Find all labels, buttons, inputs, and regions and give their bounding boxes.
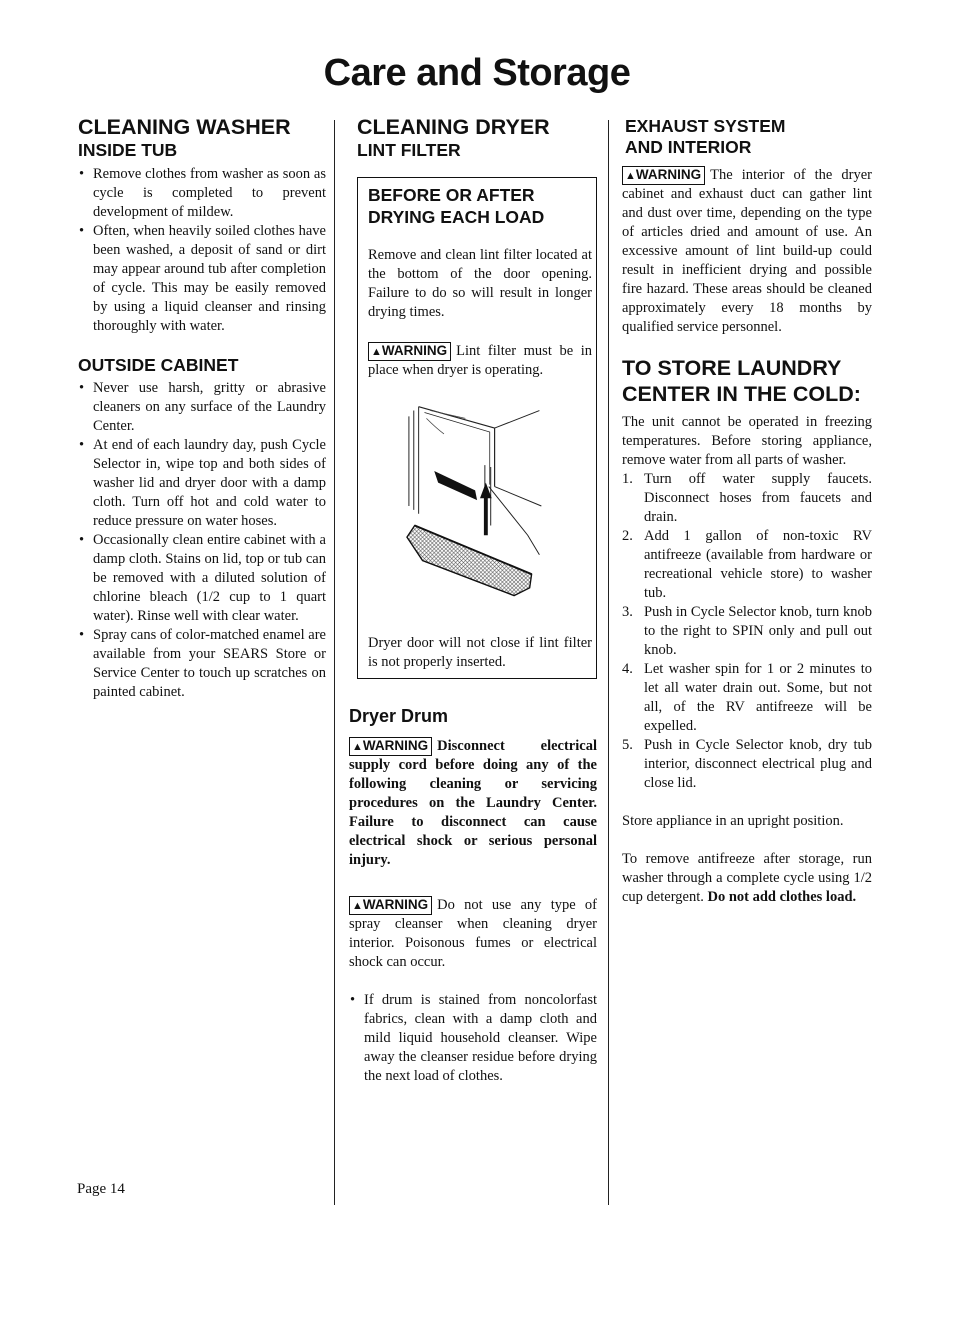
store-upright-note: Store appliance in an upright position. xyxy=(622,813,844,829)
list-item: • Occasionally clean entire cabinet with a damp cloth. Stains on lid, top or tub can be removed with a diluted solution of chlorine bleach (1/2 cup to 1 quart water). Rinse well with clear water. xyxy=(78,531,326,626)
cleaning-dryer-section xyxy=(349,116,597,1086)
list-item: • Remove clothes from washer as soon as cycle is completed to prevent development of mildew. xyxy=(78,165,326,222)
list-item: 2. Add 1 gallon of non-toxic RV antifreeze (available from hardware or recreational vehicle store) to washer tub. xyxy=(622,528,872,601)
page-number: Page 14 xyxy=(77,1181,125,1197)
dryer-drum-section xyxy=(349,705,597,1086)
warning-badge: ▲WARNING xyxy=(349,896,432,915)
warning-badge: ▲WARNING xyxy=(368,342,451,361)
exhaust-and-storage-section xyxy=(622,116,872,907)
column-divider xyxy=(608,120,609,1205)
store-steps xyxy=(622,470,872,793)
list-item: • Often, when heavily soiled clothes have been washed, a deposit of sand or dirt may appear around tub after completion of cycle. This may be easily removed by using a liquid cleanser and rinsing thoroughly with water. xyxy=(78,222,326,336)
dryer-drum-list xyxy=(349,991,597,1086)
box-heading: BEFORE OR AFTER DRYING EACH LOAD xyxy=(368,185,545,227)
page-title: Care and Storage xyxy=(323,52,631,94)
warning-triangle-icon: ▲ xyxy=(625,170,636,182)
cleaning-washer-section xyxy=(78,116,326,702)
warning-badge: ▲WARNING xyxy=(622,166,705,185)
subsection-heading: AND INTERIOR xyxy=(625,137,752,157)
dryer-drum-warning: ▲WARNING Do not use any type of spray cleanser when cleaning dryer interior. Poisonous fumes or electrical shock can occur. xyxy=(349,897,597,970)
subsection-heading: OUTSIDE CABINET xyxy=(78,355,239,375)
lint-filter-warning: ▲WARNING Lint filter must be in place when dryer is operating. xyxy=(368,343,592,378)
subsection-heading: INSIDE TUB xyxy=(78,140,178,160)
dryer-drum-warning: ▲WARNING Disconnect electrical supply cord before doing any of the following cleaning or servicing procedures on the Laundry Center. Failure to disconnect can cause electrical shock or serious personal injury. xyxy=(349,738,597,868)
subsection-heading: EXHAUST SYSTEM xyxy=(625,116,786,136)
section-heading: TO STORE LAUNDRY CENTER IN THE COLD: xyxy=(622,356,861,406)
lint-filter-box xyxy=(357,177,597,679)
lint-filter-text: Remove and clean lint filter located at the bottom of the door opening. Failure to do so will result in longer drying times. xyxy=(368,247,592,320)
outside-cabinet-list xyxy=(78,379,326,702)
list-item: 3. Push in Cycle Selector knob, turn knob to the right to SPIN only and pull out knob. xyxy=(622,604,872,658)
warning-badge: ▲WARNING xyxy=(349,737,432,756)
lint-filter-illustration xyxy=(368,386,592,626)
column-divider xyxy=(334,120,335,1205)
list-item: • Spray cans of color-matched enamel are available from your SEARS Store or Service Center to touch up scratches on painted cabinet. xyxy=(78,626,326,702)
warning-triangle-icon: ▲ xyxy=(352,741,363,753)
list-item: • Never use harsh, gritty or abrasive cleaners on any surface of the Laundry Center. xyxy=(78,379,326,436)
lint-filter-caption: Dryer door will not close if lint filter is not properly inserted. xyxy=(368,635,592,670)
subsection-heading: LINT FILTER xyxy=(357,140,461,160)
warning-triangle-icon: ▲ xyxy=(371,346,382,358)
section-heading: CLEANING WASHER xyxy=(78,115,291,139)
list-item: • At end of each laundry day, push Cycle Selector in, wipe top and both sides of washer lid and dryer door with a damp cloth. Turn off hot and cold water to reduce pressure on water hoses. xyxy=(78,436,326,531)
exhaust-warning: ▲WARNING The interior of the dryer cabinet and exhaust duct can gather lint and dust over time, depending on the type of articles dried and amount of use. An excessive amount of lint build-up could result in inefficient drying and possible fire hazard. These areas should be cleaned approximately every 18 months by qualified service personnel. xyxy=(622,167,872,335)
inside-tub-list xyxy=(78,165,326,336)
list-item: 4. Let washer spin for 1 or 2 minutes to let all water drain out. Some, but not all, of the RV antifreeze will be expelled. xyxy=(622,661,872,734)
subsection-heading: Dryer Drum xyxy=(349,706,449,726)
list-item: 1. Turn off water supply faucets. Disconnect hoses from faucets and drain. xyxy=(622,471,872,525)
remove-antifreeze-note: To remove antifreeze after storage, run washer through a complete cycle using 1/2 cup detergent. Do not add clothes load. xyxy=(622,851,872,905)
list-item: 5. Push in Cycle Selector knob, dry tub interior, disconnect electrical plug and close lid. xyxy=(622,737,872,791)
list-item: • If drum is stained from noncolorfast fabrics, clean with a damp cloth and mild liquid household cleanser. Wipe away the cleanser residue before drying the next load of clothes. xyxy=(349,991,597,1086)
store-intro: The unit cannot be operated in freezing temperatures. Before storing appliance, remove water from all parts of washer. xyxy=(622,414,872,468)
warning-triangle-icon: ▲ xyxy=(352,900,363,912)
section-heading: CLEANING DRYER xyxy=(357,115,550,139)
